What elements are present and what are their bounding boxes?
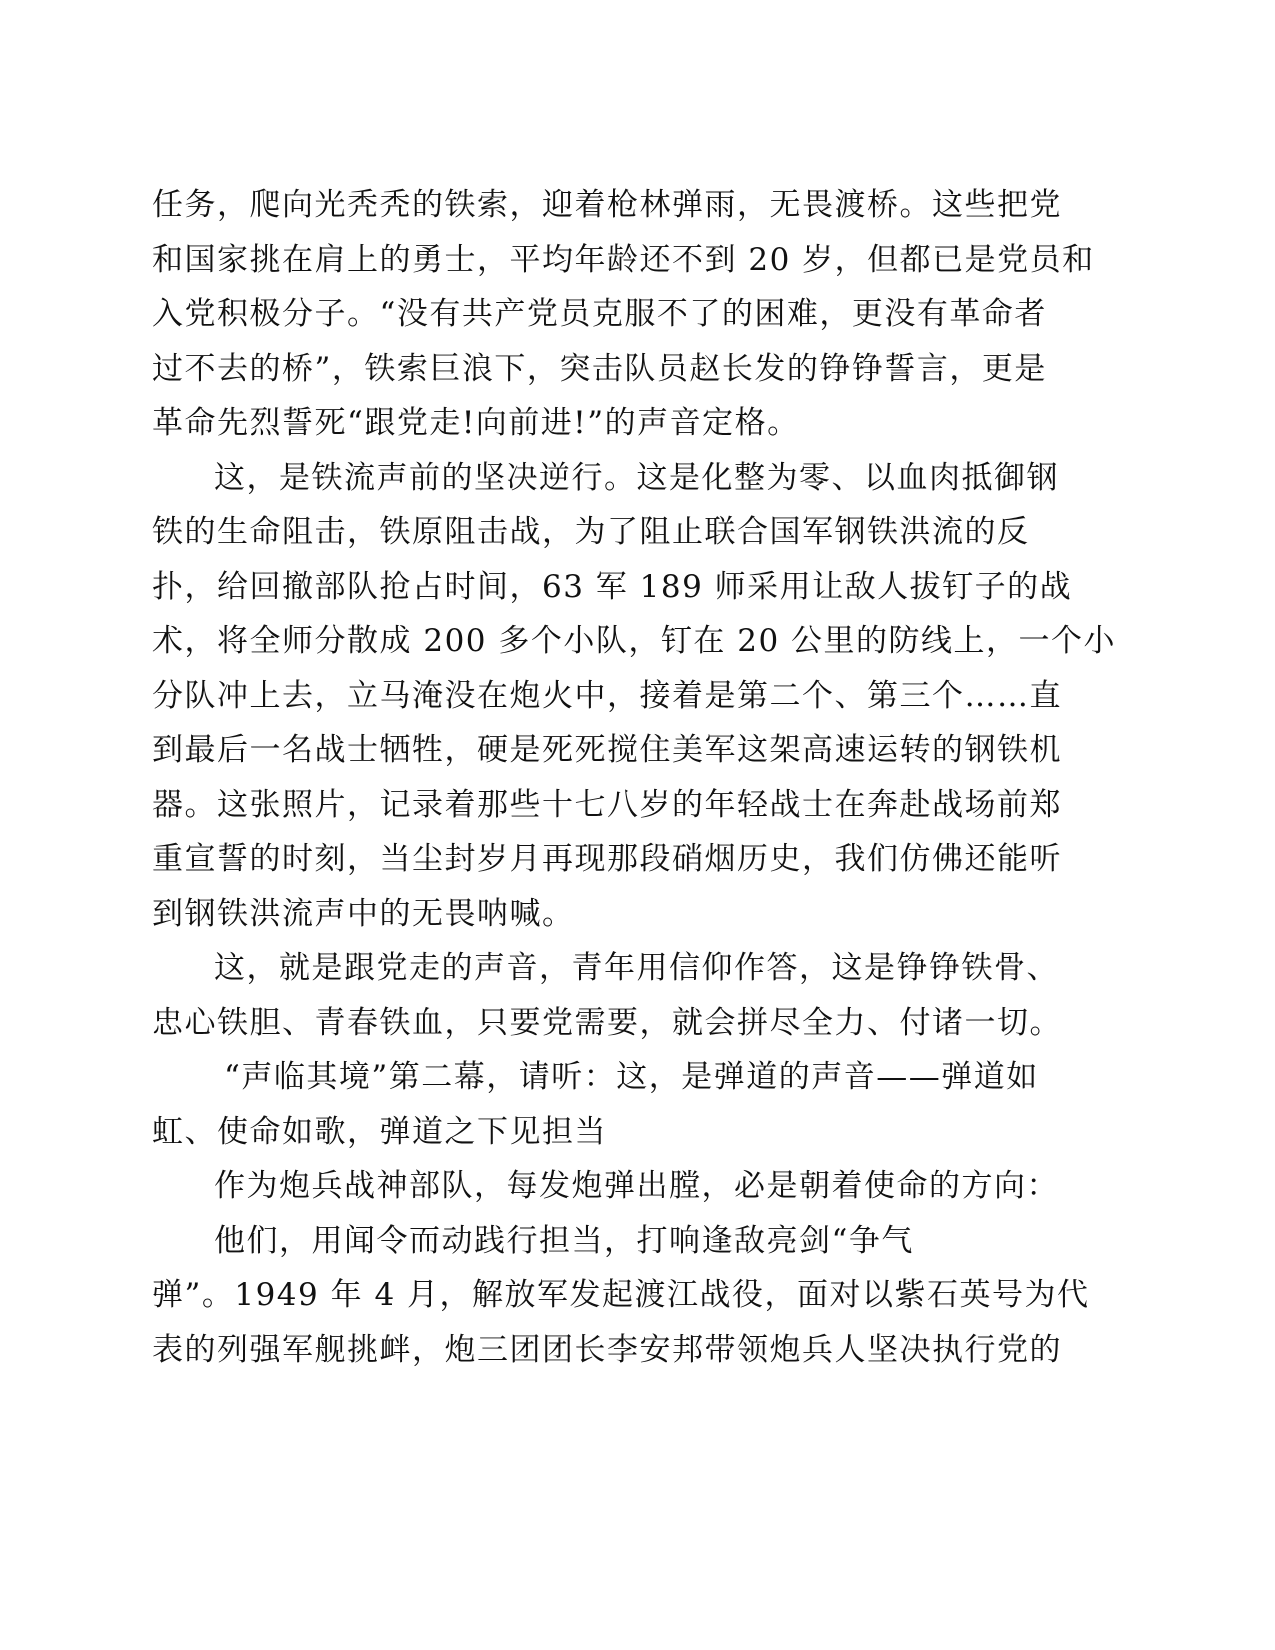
paragraph-start-line: 这，是铁流声前的坚决逆行。这是化整为零、以血肉抵御钢 [214,459,1059,496]
text-line: 分队冲上去，立马淹没在炮火中，接着是第二个、第三个……直 [152,677,1062,714]
text-line: 过不去的桥”，铁索巨浪下，突击队员赵长发的铮铮誓言，更是 [152,350,1047,387]
text-line: 忠心铁胆、青春铁血，只要党需要，就会拼尽全力、付诸一切。 [152,1004,1062,1041]
paragraph-start-line: 作为炮兵战神部队，每发炮弹出膛，必是朝着使命的方向： [214,1168,1059,1204]
text-line: 表的列强军舰挑衅，炮三团团长李安邦带领炮兵人坚决执行党的 [152,1331,1062,1368]
text-line: 到最后一名战士牺牲，硬是死死搅住美军这架高速运转的钢铁机 [152,732,1062,768]
paragraph-start-line: 这，就是跟党走的声音，青年用信仰作答，这是铮铮铁骨、 [214,950,1059,986]
text-line: 术，将全师分散成 200 多个小队，钉在 20 公里的防线上，一个小 [152,623,1117,659]
text-line: 弹”。1949 年 4 月，解放军发起渡江战役，面对以紫石英号为代 [152,1277,1090,1313]
section-heading-line: 虹、使命如歌，弹道之下见担当 [152,1113,607,1150]
text-line: 铁的生命阻击，铁原阻击战，为了阻止联合国军钢铁洪流的反 [152,514,1030,550]
text-line: 和国家挑在肩上的勇士，平均年龄还不到 20 岁，但都已是党员和 [152,241,1095,278]
text-line: 器。这张照片，记录着那些十七八岁的年轻战士在奔赴战场前郑 [152,786,1062,823]
text-line: 扑，给回撤部队抢占时间，63 军 189 师采用让敌人拔钉子的战 [152,568,1073,605]
text-line: 任务，爬向光秃秃的铁索，迎着枪林弹雨，无畏渡桥。这些把党 [152,187,1062,223]
section-heading-line: “声临其境”第二幕，请听：这，是弹道的声音——弹道如 [224,1059,1039,1095]
body-text [152,178,1117,1377]
text-line: 入党积极分子。“没有共产党员克服不了的困难，更没有革命者 [152,296,1047,332]
text-line: 革命先烈誓死“跟党走!向前进!”的声音定格。 [152,405,800,441]
paragraph-start-line: 他们，用闻令而动践行担当，打响逢敌亮剑“争气 [214,1222,914,1259]
text-line: 重宣誓的时刻，当尘封岁月再现那段硝烟历史，我们仿佛还能听 [152,841,1062,877]
text-line: 到钢铁洪流声中的无畏呐喊。 [152,895,575,932]
